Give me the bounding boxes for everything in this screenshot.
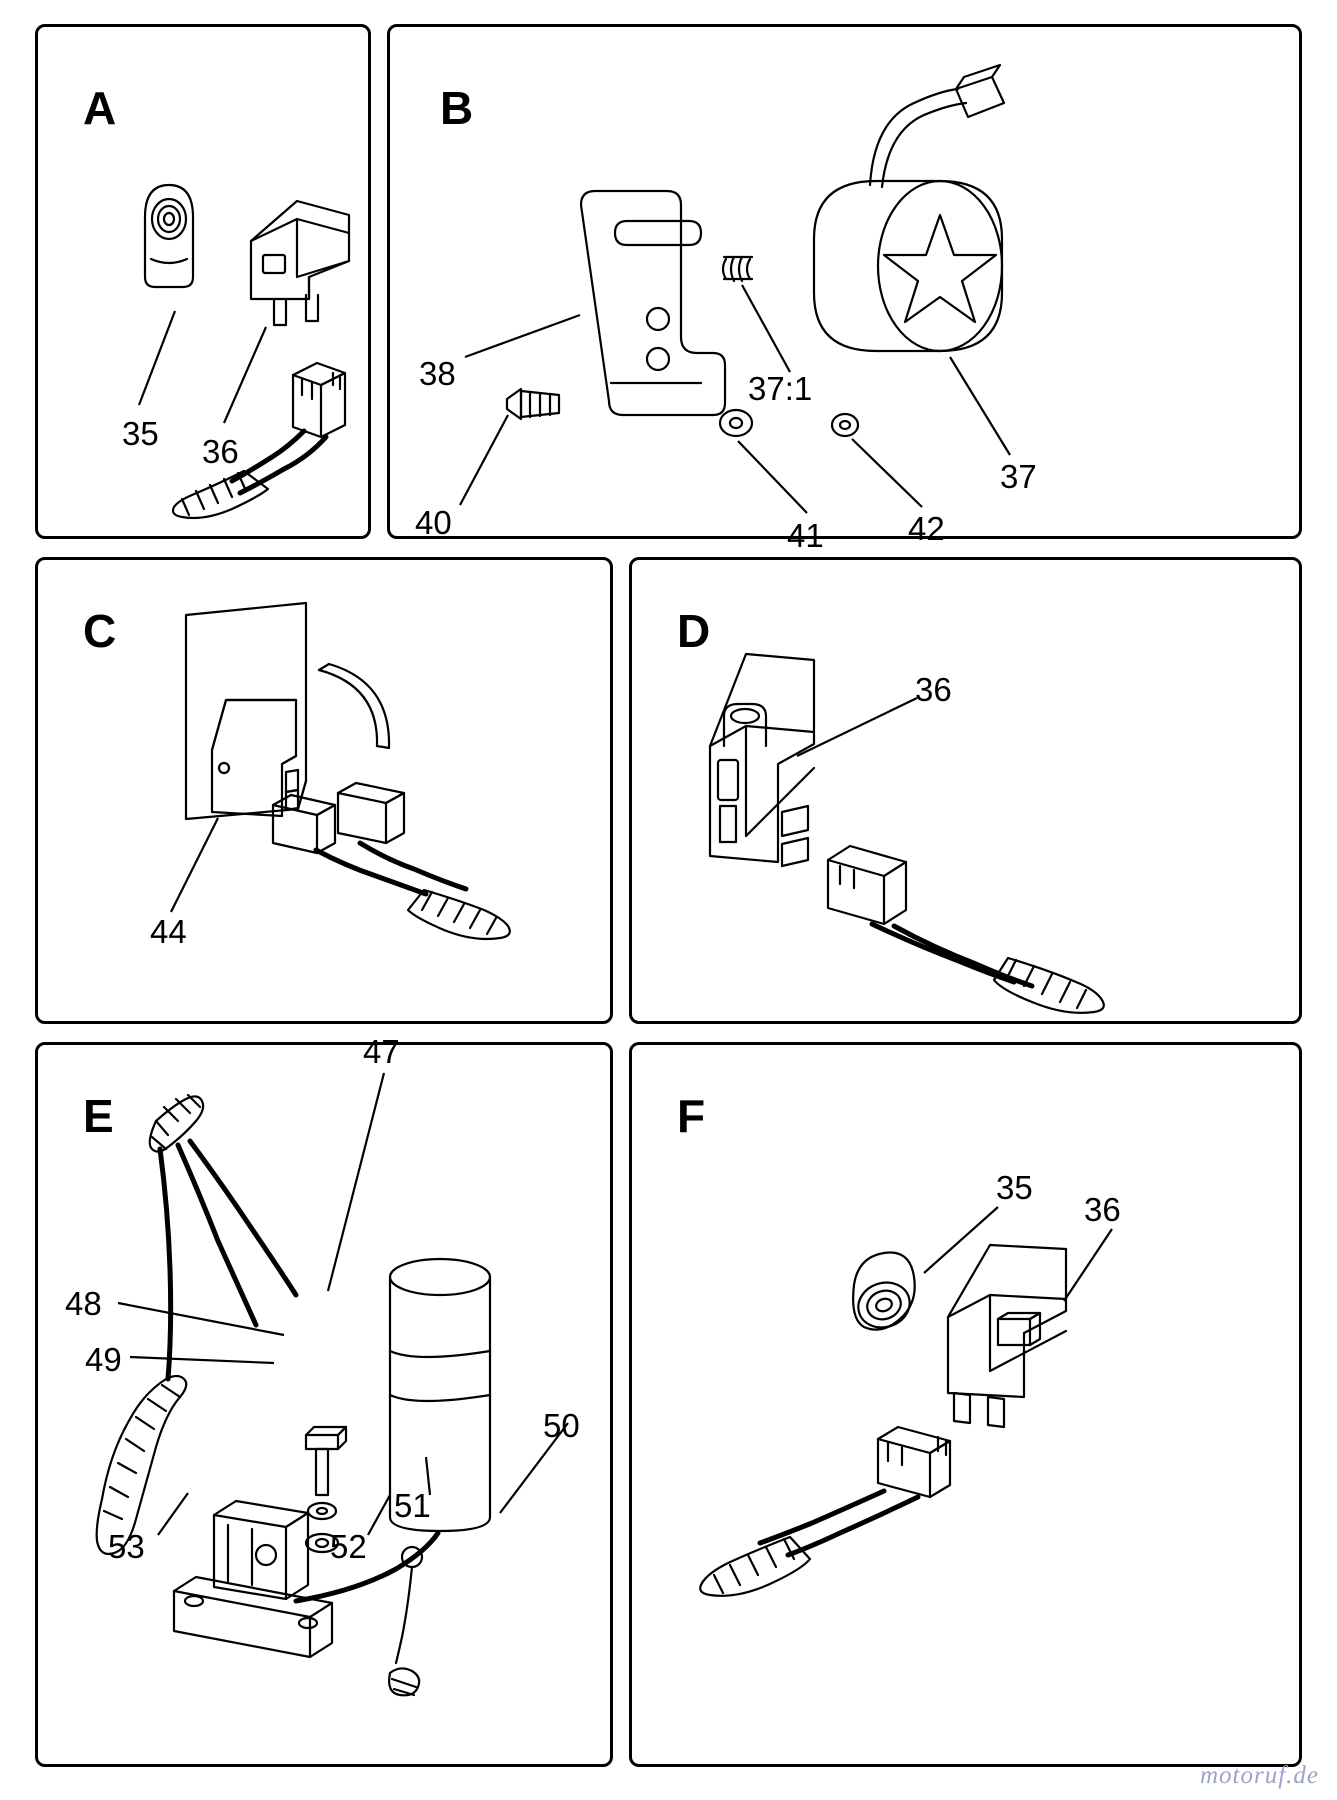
panel-b [387,24,1302,554]
callout-b-40: 40 [415,504,452,541]
panel-f [629,1042,1302,1767]
callout-b-42: 42 [908,510,945,547]
callout-b-371: 37:1 [748,370,813,407]
panel-e [35,1033,613,1767]
callout-e-52: 52 [330,1528,367,1565]
callout-f-36: 36 [1084,1191,1121,1228]
panel-e-letter: E [83,1090,114,1142]
panel-f-leaders [632,1045,1305,1770]
callout-c-44: 44 [150,913,187,950]
callout-e-53: 53 [108,1528,145,1565]
callout-b-38: 38 [419,355,456,392]
panel-b-letter: B [440,82,474,134]
callout-b-41: 41 [787,517,824,554]
callout-b-37: 37 [1000,458,1037,495]
callout-a-35: 35 [122,415,159,452]
panel-a [35,24,371,539]
callout-d-36: 36 [915,671,952,708]
panel-a-letter: A [83,82,117,134]
panel-d-leaders [632,560,1305,1027]
panel-e-leaders [38,1045,616,1770]
panel-c-leaders [38,560,616,1027]
panel-d [629,557,1302,1024]
panel-b-leaders [390,27,1305,542]
callout-e-51: 51 [394,1487,431,1524]
panel-c-letter: C [83,605,117,657]
callout-e-48: 48 [65,1285,102,1322]
panel-d-letter: D [677,605,711,657]
callout-a-36: 36 [202,433,239,470]
watermark-text: motoruf.de [1199,1762,1319,1789]
callout-e-50: 50 [543,1407,580,1444]
callout-f-35: 35 [996,1169,1033,1206]
panel-f-letter: F [677,1090,706,1142]
callout-e-47: 47 [363,1033,400,1070]
panel-c [35,557,613,1024]
callout-e-49: 49 [85,1341,122,1378]
watermark [1200,1762,1319,1790]
panel-a-leaders [38,27,374,542]
